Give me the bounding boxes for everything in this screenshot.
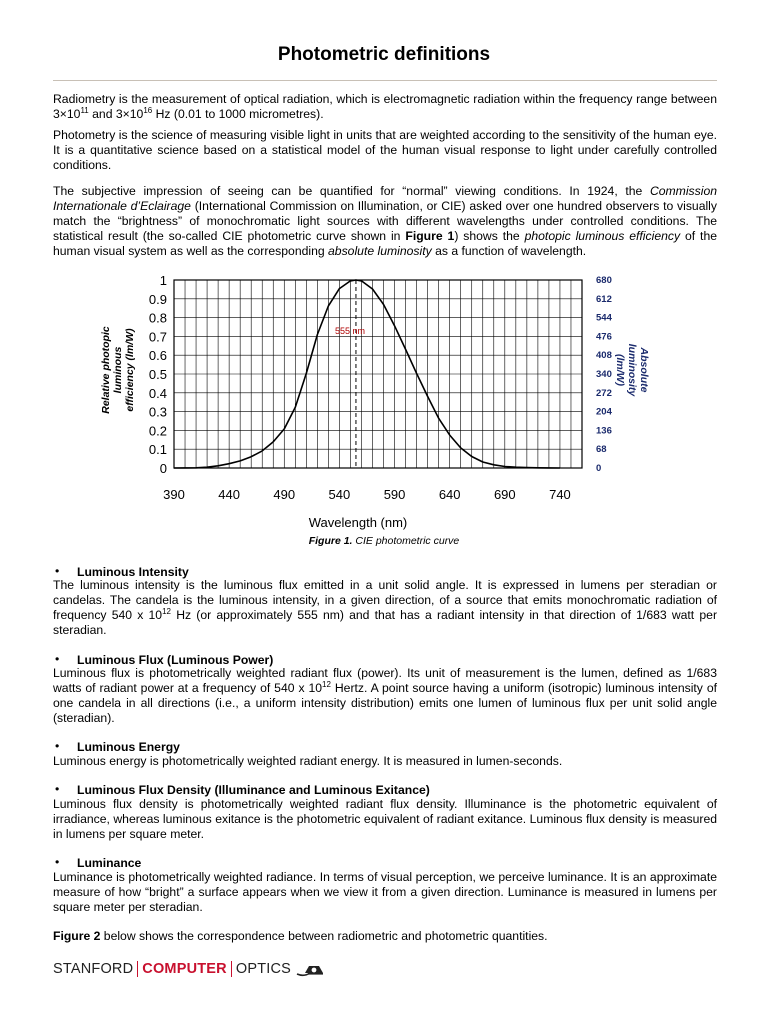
x-tick-label: 590 bbox=[383, 487, 406, 502]
y-right-tick-label: 680 bbox=[596, 275, 612, 286]
section-body-luminance: Luminance is photometrically weighted radiance. In terms of visual perception, we perceive luminance. It is an approximate measure of how “bright” a surface appears when we view it from a given direction. Luminance is measured in lumens per square meter per steradian. bbox=[53, 870, 717, 914]
section-body-exponent: 12 bbox=[322, 680, 331, 689]
bullet-icon: • bbox=[55, 652, 60, 666]
p3-text-c: ) shows the bbox=[454, 229, 525, 243]
section-body-exponent: 12 bbox=[162, 607, 171, 616]
p3-italic-cie: Commission Internationale d’Eclairage bbox=[53, 184, 717, 213]
brand-stanford: STANFORD bbox=[53, 961, 134, 977]
section-body-text-a: Luminous flux is photometrically weighted radiant flux (power). Its unit of measurement is the lumen, defined as 1/683 watts of radiant power at a frequency of 540 x 10 bbox=[53, 666, 717, 695]
section-body-luminous-flux bbox=[53, 666, 717, 726]
y-right-tick-label: 340 bbox=[596, 369, 612, 380]
brand-separator bbox=[137, 961, 138, 977]
p1-text-c: Hz (0.01 to 1000 micrometres). bbox=[152, 107, 324, 121]
y-right-tick-label: 136 bbox=[596, 425, 612, 437]
section-body-luminous-energy: Luminous energy is photometrically weighted radiant energy. It is measured in lumen-seconds. bbox=[53, 754, 563, 768]
brand-computer: COMPUTER bbox=[142, 961, 227, 977]
y-right-tick-label: 476 bbox=[596, 331, 612, 343]
y-right-tick-label: 68 bbox=[596, 444, 607, 456]
section-heading-text: Luminance bbox=[77, 856, 142, 870]
section-heading-luminance bbox=[55, 855, 142, 870]
p3-figure-ref: Figure 1 bbox=[405, 229, 455, 243]
p1-exponent-1: 11 bbox=[80, 106, 89, 115]
p3-text-e: as a function of wavelength. bbox=[431, 244, 587, 258]
y-tick-label: 0.6 bbox=[148, 348, 167, 364]
section-body-text-b: Hertz. A point source having a uniform (isotropic) luminous intensity of one candela in all directions (i.e., a uniform intensity distribution) emits one lumen of luminous flux per unit solid angle (steradian). bbox=[53, 681, 717, 725]
p3-italic-luminosity: absolute luminosity bbox=[328, 244, 432, 258]
section-heading-flux-density bbox=[55, 782, 430, 797]
y-tick-label: 0.4 bbox=[148, 385, 167, 401]
bullet-icon: • bbox=[55, 855, 60, 869]
x-tick-label: 490 bbox=[273, 487, 296, 502]
bullet-icon: • bbox=[55, 564, 60, 578]
y-tick-label: 0.2 bbox=[148, 423, 167, 439]
x-axis-label: Wavelength (nm) bbox=[308, 515, 408, 530]
x-tick-label: 440 bbox=[218, 487, 240, 502]
peak-label: 555 nm bbox=[334, 326, 365, 336]
camera-eye-icon bbox=[296, 961, 324, 977]
y-right-tick-label: 544 bbox=[596, 312, 612, 324]
p1-text-b: and 3×10 bbox=[88, 107, 144, 121]
section-heading-text: Luminous Intensity bbox=[77, 565, 189, 579]
y-right-tick-label: 0 bbox=[596, 463, 602, 474]
x-tick-label: 390 bbox=[163, 487, 185, 502]
section-body-text-a: The luminous intensity is the luminous flux emitted in a unit solid angle. It is expressed in lumens per steradian or candelas. The candela is the luminous intensity, in a given direction, of a source that emits monochromatic radiation of frequency 540 x 10 bbox=[53, 578, 717, 622]
caption-label: Figure 1. bbox=[308, 535, 353, 547]
y-right-tick-label: 272 bbox=[596, 387, 612, 399]
brand-optics: OPTICS bbox=[235, 961, 292, 977]
y-right-tick-label: 408 bbox=[596, 350, 612, 362]
section-body-luminous-intensity bbox=[53, 578, 717, 638]
page-title: Photometric definitions bbox=[277, 44, 491, 65]
title-divider bbox=[53, 80, 717, 81]
footer-logo bbox=[53, 958, 324, 980]
brand-separator bbox=[231, 961, 232, 977]
closing-text: below shows the correspondence between radiometric and photometric quantities. bbox=[100, 929, 548, 943]
paragraph-cie bbox=[53, 184, 717, 259]
p3-text-d: of the human visual system as well as the corresponding bbox=[53, 229, 717, 258]
y-tick-label: 0 bbox=[159, 461, 167, 476]
y-axis-label-left: Relative photopicluminousefficiency (lm/W) bbox=[100, 326, 136, 414]
y-tick-label: 0.7 bbox=[148, 329, 167, 345]
p3-italic-efficiency: photopic luminous efficiency bbox=[524, 229, 681, 243]
p1-text-a: Radiometry is the measurement of optical radiation, which is electromagnetic radiation within the frequency range between 3×10 bbox=[53, 92, 717, 121]
section-heading-text: Luminous Energy bbox=[77, 740, 180, 754]
x-tick-label: 690 bbox=[493, 487, 516, 502]
x-tick-label: 540 bbox=[328, 487, 351, 502]
x-tick-label: 740 bbox=[549, 487, 571, 502]
section-heading-text: Luminous Flux Density (Illuminance and Luminous Exitance) bbox=[77, 783, 430, 797]
y-tick-label: 0.8 bbox=[148, 310, 167, 326]
y-tick-label: 0.3 bbox=[148, 404, 167, 420]
figure-caption bbox=[0, 535, 768, 547]
p3-text-a: The subjective impression of seeing can be quantified for “normal” viewing conditions. In 1924, the bbox=[53, 184, 650, 198]
section-body-flux-density: Luminous flux density is photometrically weighted radiant flux density. Illuminance is the photometric equivalent of irradiance, whereas luminous exitance is the photometric equivalent of radiant exitance. Luminous flux density is measured in lumens per square meter. bbox=[53, 797, 717, 841]
cie-photometric-chart bbox=[95, 268, 650, 536]
x-tick-label: 640 bbox=[438, 487, 461, 502]
y-right-tick-label: 204 bbox=[596, 406, 612, 418]
bullet-icon: • bbox=[55, 739, 60, 753]
bullet-icon: • bbox=[55, 782, 60, 796]
section-heading-luminous-intensity bbox=[55, 564, 189, 579]
section-heading-text: Luminous Flux (Luminous Power) bbox=[77, 653, 274, 667]
closing-paragraph bbox=[53, 929, 717, 944]
section-heading-luminous-energy bbox=[55, 739, 180, 754]
section-body-text-b: Hz (or approximately 555 nm) and that has a radiant intensity in that direction of 1/683 watt per steradian. bbox=[53, 608, 717, 637]
p1-exponent-2: 16 bbox=[143, 106, 153, 115]
closing-figure-ref: Figure 2 bbox=[53, 929, 101, 943]
y-right-tick-label: 612 bbox=[596, 293, 612, 305]
y-tick-label: 0.5 bbox=[148, 367, 167, 382]
y-tick-label: 0.9 bbox=[148, 291, 167, 307]
caption-text: CIE photometric curve bbox=[352, 535, 460, 547]
p3-text-b: (International Commission on Illumination, or CIE) asked over one hundred observers to visually match the “brightness” of monochromatic light sources with different wavelengths under controlled conditions. The statistical result (the so-called CIE photometric curve shown in bbox=[53, 199, 717, 243]
y-axis-label-right: Absoluteluminosity(lm/W) bbox=[614, 343, 650, 397]
paragraph-radiometry bbox=[53, 92, 717, 122]
section-heading-luminous-flux bbox=[55, 652, 274, 667]
paragraph-photometry: Photometry is the science of measuring visible light in units that are weighted according to the sensitivity of the human eye. It is a quantitative science based on a statistical model of the human visual response to light under carefully controlled conditions. bbox=[53, 128, 717, 172]
y-tick-label: 0.1 bbox=[148, 442, 167, 458]
y-tick-label: 1 bbox=[159, 273, 167, 288]
